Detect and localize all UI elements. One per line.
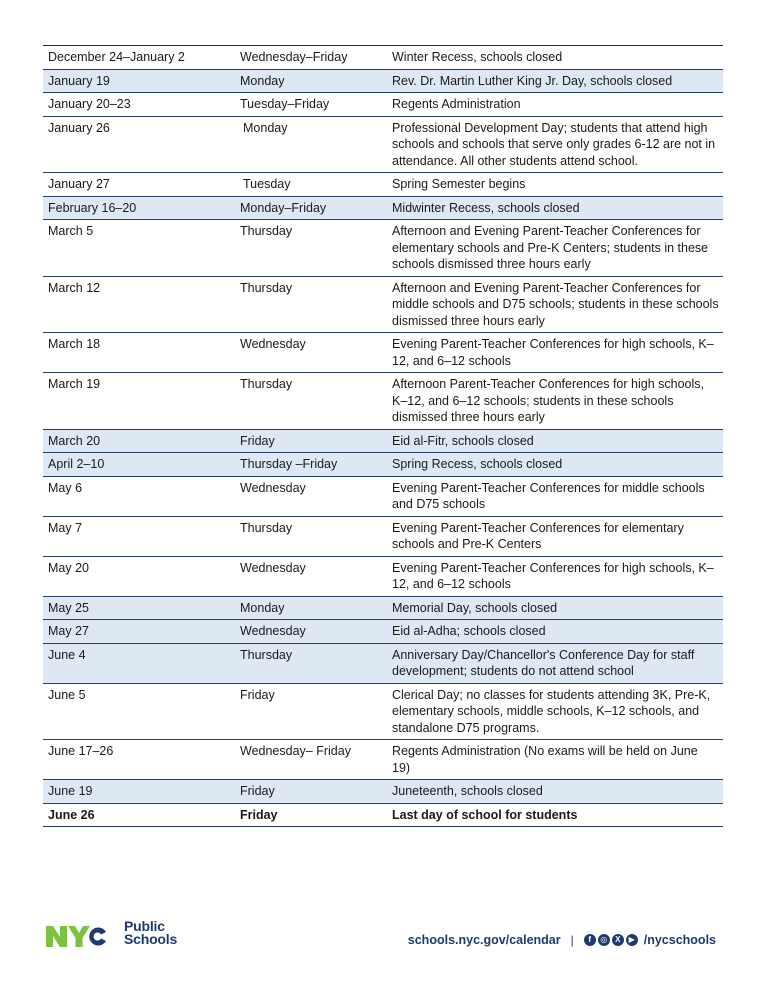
row-date: June 17–26 (43, 740, 235, 780)
row-day: Friday (235, 803, 387, 827)
row-day: Thursday –Friday (235, 453, 387, 477)
youtube-icon[interactable]: ▶ (626, 934, 638, 946)
row-day: Wednesday– Friday (235, 740, 387, 780)
calendar-row (43, 429, 723, 453)
row-day: Wednesday (235, 476, 387, 516)
calendar-row (43, 780, 723, 804)
calendar-row (43, 333, 723, 373)
row-event: Anniversary Day/Chancellor's Conference Day for staff development; students do not attend school (387, 643, 723, 683)
row-event: Afternoon and Evening Parent-Teacher Conferences for middle schools and D75 schools; students in these schools dismissed three hours early (387, 276, 723, 333)
social-handle[interactable]: /nycschools (643, 933, 716, 947)
calendar-row (43, 173, 723, 197)
facebook-icon[interactable]: f (584, 934, 596, 946)
row-date: January 20–23 (43, 93, 235, 117)
row-day: Thursday (235, 643, 387, 683)
row-day: Thursday (235, 373, 387, 430)
social-icons (584, 934, 638, 946)
row-date: May 7 (43, 516, 235, 556)
calendar-row (43, 516, 723, 556)
row-date: June 26 (43, 803, 235, 827)
footer-separator: | (570, 933, 574, 947)
calendar-row (43, 740, 723, 780)
row-day: Wednesday (235, 556, 387, 596)
row-day: Monday (235, 116, 387, 173)
page-footer (0, 910, 768, 960)
row-date: March 20 (43, 429, 235, 453)
row-date: March 19 (43, 373, 235, 430)
calendar-row (43, 116, 723, 173)
calendar-row (43, 93, 723, 117)
calendar-row (43, 196, 723, 220)
row-event: Eid al-Adha; schools closed (387, 620, 723, 644)
calendar-row (43, 803, 723, 827)
row-day: Wednesday (235, 333, 387, 373)
row-event: Professional Development Day; students that attend high schools and schools that serve only grades 6-12 are not in attendance. All other students attend school. (387, 116, 723, 173)
row-date: May 27 (43, 620, 235, 644)
row-day: Monday (235, 596, 387, 620)
row-date: June 5 (43, 683, 235, 740)
calendar-row (43, 556, 723, 596)
calendar-row (43, 46, 723, 70)
row-day: Monday–Friday (235, 196, 387, 220)
row-date: January 27 (43, 173, 235, 197)
row-day: Thursday (235, 220, 387, 277)
row-date: February 16–20 (43, 196, 235, 220)
logo-line-schools: Schools (124, 931, 178, 947)
row-event: Afternoon and Evening Parent-Teacher Conferences for elementary schools and Pre-K Centers; students in these schools dismissed three hours early (387, 220, 723, 277)
calendar-row (43, 596, 723, 620)
calendar-row (43, 453, 723, 477)
row-event: Clerical Day; no classes for students attending 3K, Pre-K, elementary schools, middle schools, K–12 schools, and standalone D75 programs. (387, 683, 723, 740)
calendar-row (43, 69, 723, 93)
row-event: Memorial Day, schools closed (387, 596, 723, 620)
calendar-row (43, 683, 723, 740)
row-event: Winter Recess, schools closed (387, 46, 723, 70)
row-date: March 5 (43, 220, 235, 277)
row-date: January 26 (43, 116, 235, 173)
row-event: Evening Parent-Teacher Conferences for middle schools and D75 schools (387, 476, 723, 516)
row-date: May 20 (43, 556, 235, 596)
row-event: Regents Administration (No exams will be held on June 19) (387, 740, 723, 780)
row-day: Tuesday–Friday (235, 93, 387, 117)
row-day: Tuesday (235, 173, 387, 197)
row-event: Evening Parent-Teacher Conferences for high schools, K–12, and 6–12 schools (387, 333, 723, 373)
row-date: May 25 (43, 596, 235, 620)
row-day: Monday (235, 69, 387, 93)
calendar-body (43, 46, 723, 827)
row-day: Wednesday (235, 620, 387, 644)
calendar-row (43, 476, 723, 516)
calendar-row (43, 373, 723, 430)
school-calendar-table (43, 45, 723, 827)
logo-line-public: Public (124, 918, 165, 934)
row-date: June 19 (43, 780, 235, 804)
row-event: Evening Parent-Teacher Conferences for elementary schools and Pre-K Centers (387, 516, 723, 556)
row-date: March 12 (43, 276, 235, 333)
row-event: Midwinter Recess, schools closed (387, 196, 723, 220)
calendar-row (43, 643, 723, 683)
row-event: Spring Semester begins (387, 173, 723, 197)
row-date: March 18 (43, 333, 235, 373)
row-event: Evening Parent-Teacher Conferences for high schools, K–12, and 6–12 schools (387, 556, 723, 596)
row-day: Friday (235, 429, 387, 453)
calendar-url-link[interactable]: schools.nyc.gov/calendar (407, 933, 561, 947)
row-day: Thursday (235, 516, 387, 556)
row-date: May 6 (43, 476, 235, 516)
row-day: Friday (235, 683, 387, 740)
x-icon[interactable]: X (612, 934, 624, 946)
row-event: Spring Recess, schools closed (387, 453, 723, 477)
row-event: Juneteenth, schools closed (387, 780, 723, 804)
row-event: Last day of school for students (387, 803, 723, 827)
calendar-row (43, 220, 723, 277)
calendar-row (43, 276, 723, 333)
row-date: April 2–10 (43, 453, 235, 477)
row-day: Wednesday–Friday (235, 46, 387, 70)
row-day: Thursday (235, 276, 387, 333)
instagram-icon[interactable]: ◎ (598, 934, 610, 946)
row-date: June 4 (43, 643, 235, 683)
row-event: Rev. Dr. Martin Luther King Jr. Day, schools closed (387, 69, 723, 93)
calendar-row (43, 620, 723, 644)
row-date: December 24–January 2 (43, 46, 235, 70)
row-event: Regents Administration (387, 93, 723, 117)
row-date: January 19 (43, 69, 235, 93)
row-event: Eid al-Fitr, schools closed (387, 429, 723, 453)
row-event: Afternoon Parent-Teacher Conferences for high schools, K–12, and 6–12 schools; students in these schools dismissed three hours early (387, 373, 723, 430)
row-day: Friday (235, 780, 387, 804)
nyc-logo-icon (45, 924, 121, 948)
